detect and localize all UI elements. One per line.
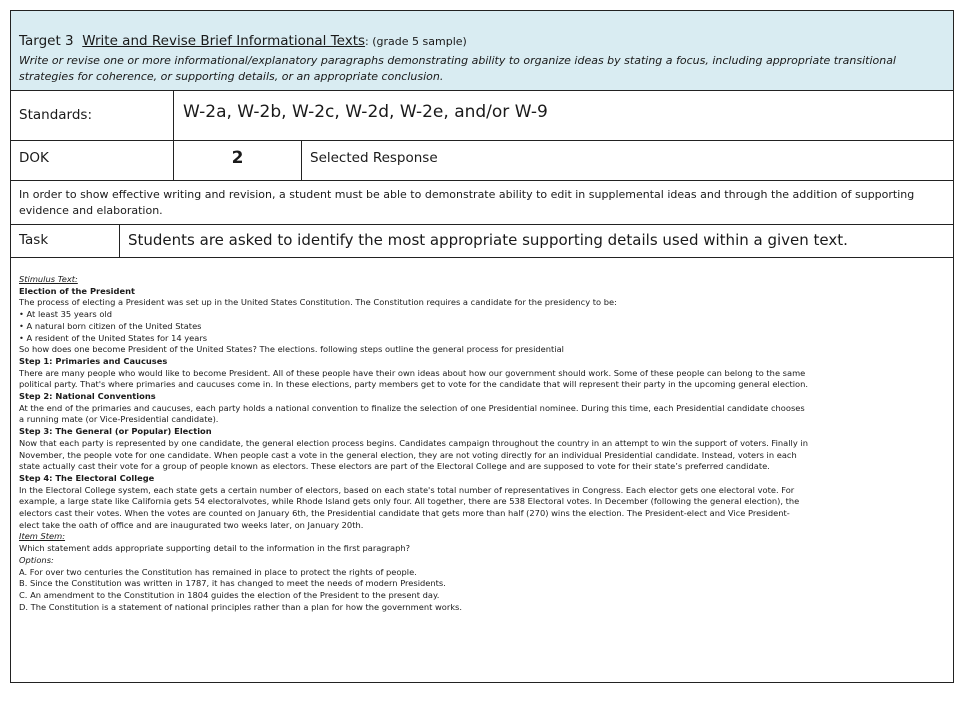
bullet-item: • A resident of the United States for 14 years (19, 332, 208, 343)
step-heading: Step 2: National Conventions (19, 391, 156, 402)
stimulus-row (11, 258, 953, 682)
option-c: C. An amendment to the Constitution in 1804 guides the election of the President to the present day. (19, 589, 440, 600)
bullet-item: • At least 35 years old (19, 309, 112, 320)
task-row (11, 225, 953, 258)
intro-row (11, 181, 953, 225)
step-text-line: electors cast their votes. When the votes are counted on January 6th, the Presidential candidate that gets more than half (270) wins the election. The President-elect and Vice President- (19, 508, 790, 519)
step-heading: Step 4: The Electoral College (19, 472, 155, 483)
option-d: D. The Constitution is a statement of national principles rather than a plan for how the government works. (19, 601, 463, 612)
step-heading: Step 1: Primaries and Caucuses (19, 355, 168, 366)
standards-value-cell (173, 91, 953, 140)
dok-label-cell (11, 141, 173, 180)
item-specification-table (10, 10, 954, 683)
target-header-row (11, 11, 953, 91)
option-a: A. For over two centuries the Constitution has remained in place to protect the rights of people. (19, 566, 417, 577)
task-label-cell (11, 225, 119, 257)
target-title-line (19, 33, 467, 49)
standards-row (11, 91, 953, 141)
item-stem-label: Item Stem: (19, 531, 66, 542)
dok-row (11, 141, 953, 181)
step-text-line: elect take the oath of office and are inaugurated two weeks later, on January 20th. (19, 519, 364, 530)
stimulus-title: Election of the President (19, 285, 135, 296)
step-text-line: In the Electoral College system, each state gets a certain number of electors, based on each state's total number of representatives in Congress. Each elector gets one electoral vote. For (19, 484, 795, 495)
task-label: Task (19, 232, 49, 248)
dok-level-cell (173, 141, 301, 180)
step-text-line: Now that each party is represented by one candidate, the general election process begins. Candidates campaign throughout the country in an attempt to win the support of voters. Finally in (19, 437, 808, 448)
task-text-cell (119, 225, 953, 257)
task-text: Students are asked to identify the most appropriate supporting details used within a given text. (128, 231, 848, 249)
stimulus-text-block (19, 274, 947, 613)
step-text-line: a running mate (or Vice-Presidential candidate). (19, 414, 219, 425)
options-label: Options: (19, 554, 54, 565)
step-heading: Step 3: The General (or Popular) Election (19, 426, 212, 437)
stimulus-paragraph: So how does one become President of the United States? The elections. following steps outline the general process for presidential (19, 344, 564, 355)
dok-level: 2 (231, 148, 244, 168)
response-type: Selected Response (310, 150, 438, 166)
target-description: Write or revise one or more informational/explanatory paragraphs demonstrating ability to organize ideas by stating a focus, including appropriate transitional strategies for coherence, or supporting details, or an appropriate conclusion. (19, 54, 896, 83)
step-text-line: At the end of the primaries and caucuses, each party holds a national convention to finalize the selection of one Presidential nominee. During this time, each Presidential candidate chooses (19, 402, 805, 413)
response-type-cell (301, 141, 953, 180)
standards-label-cell (11, 91, 173, 140)
intro-text: In order to show effective writing and revision, a student must be able to demonstrate ability to edit in supplemental ideas and through the addition of supporting evidence and elaboration. (19, 188, 915, 217)
target-number: Target 3 (19, 33, 74, 49)
stimulus-heading: Stimulus Text: (19, 274, 78, 284)
step-text-line: political party. That's where primaries and caucuses come in. In these elections, party members get to vote for the candidate that will represent their party in the upcoming general election. (19, 379, 809, 390)
stimulus-paragraph: The process of electing a President was set up in the United States Constitution. The Constitution requires a candidate for the presidency to be: (19, 297, 617, 308)
standards-value: W-2a, W-2b, W-2c, W-2d, W-2e, and/or W-9 (183, 102, 548, 122)
grade-note: : (grade 5 sample) (365, 35, 467, 48)
target-title: Write and Revise Brief Informational Texts (82, 33, 366, 49)
step-text-line: There are many people who would like to become President. All of these people have their own ideas about how our government should work. Some of these people can belong to the same (19, 367, 806, 378)
step-text-line: November, the people vote for one candidate. When people cast a vote in the general election, they are not voting directly for an individual Presidential candidate. Instead, voters in each (19, 449, 797, 460)
item-stem-text: Which statement adds appropriate supporting detail to the information in the first paragraph? (19, 543, 411, 554)
step-text-line: example, a large state like California gets 54 electoralvotes, while Rhode Island gets only four. All together, there are 538 Electoral votes. In December (following the general election), the (19, 496, 800, 507)
standards-label: Standards: (19, 107, 92, 123)
dok-label: DOK (19, 150, 49, 166)
bullet-item: • A natural born citizen of the United States (19, 320, 202, 331)
step-text-line: state actually cast their vote for a group of people known as electors. These electors are part of the Electoral College and are supposed to vote for their state’s preferred candidate. (19, 461, 770, 472)
option-b: B. Since the Constitution was written in 1787, it has changed to meet the needs of modern Presidents. (19, 578, 446, 589)
